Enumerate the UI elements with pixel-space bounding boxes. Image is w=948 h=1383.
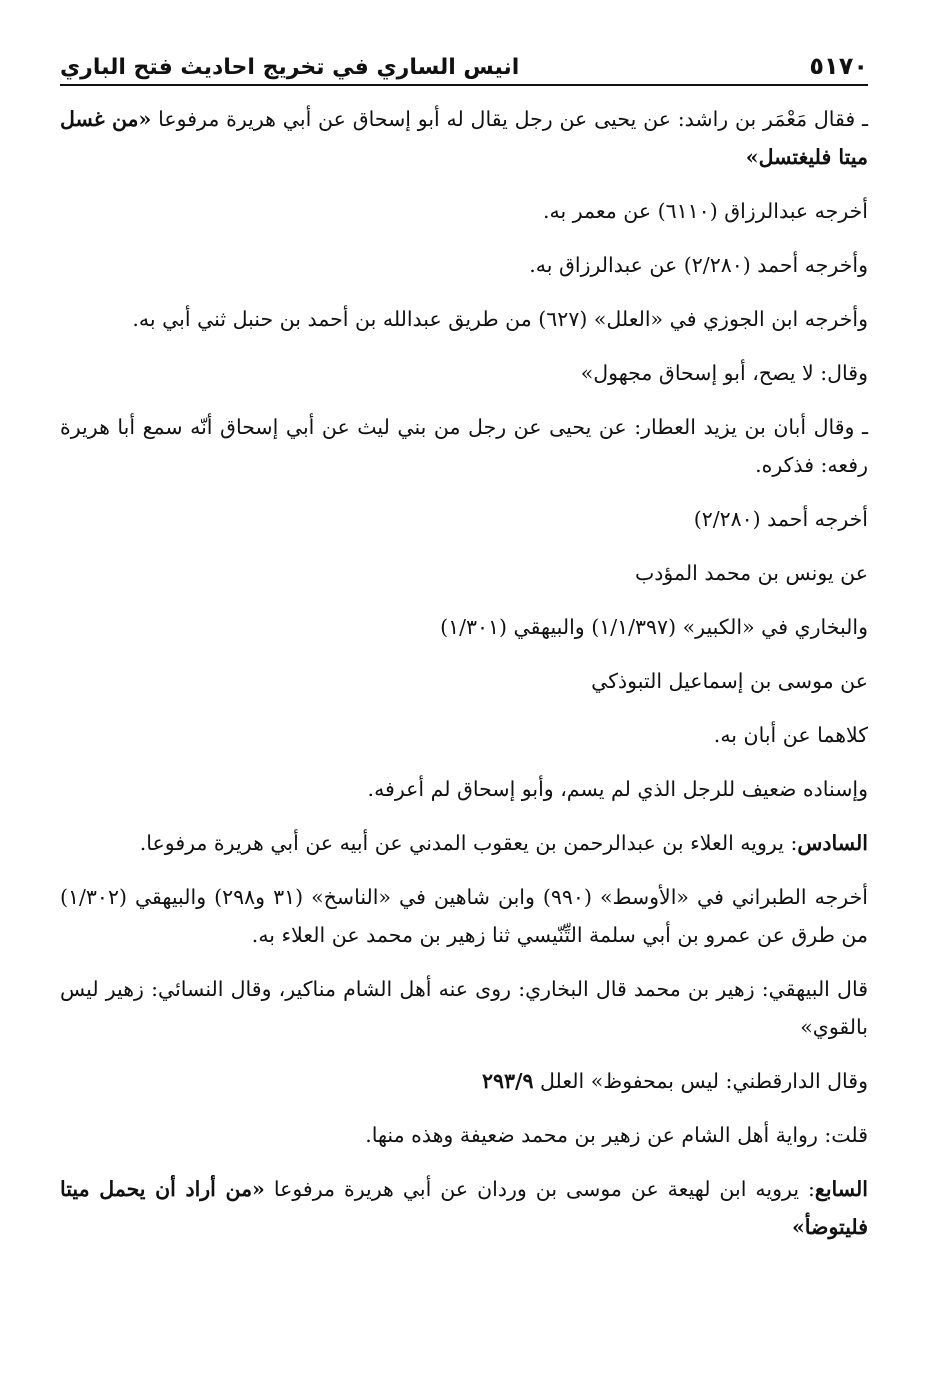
text-segment: عن يونس بن محمد المؤدب — [635, 561, 868, 585]
text-segment: : يرويه ابن لهيعة عن موسى بن وردان عن أبي هريرة مرفوعا — [264, 1177, 815, 1201]
text-segment: ـ فقال مَعْمَر بن راشد: عن يحيى عن رجل يقال له أبو إسحاق عن أبي هريرة مرفوعا — [151, 107, 868, 131]
text-segment: أخرجه أحمد (٢/٢٨٠) — [693, 507, 868, 531]
bold-text-segment: السابع — [814, 1177, 868, 1201]
bold-text-segment: السادس — [797, 831, 868, 855]
text-segment: والبخاري في «الكبير» (١/١/٣٩٧) والبيهقي (١/٣٠١) — [440, 615, 868, 639]
paragraph — [60, 100, 868, 176]
paragraph — [60, 554, 868, 592]
text-segment: وأخرجه أحمد (٢/٢٨٠) عن عبدالرزاق به. — [529, 253, 868, 277]
text-segment: كلاهما عن أبان به. — [713, 723, 868, 747]
bold-text-segment: ٢٩٣/٩ — [481, 1069, 534, 1093]
text-segment: وقال: لا يصح، أبو إسحاق مجهول» — [580, 361, 868, 385]
paragraph — [60, 192, 868, 230]
paragraph — [60, 770, 868, 808]
text-segment: ـ وقال أبان بن يزيد العطار: عن يحيى عن رجل من بني ليث عن أبي إسحاق أنّه سمع أبا هريرة رفعه: فذكره. — [60, 415, 868, 477]
bold-text-segment: «من غسل ميتا فليغتسل» — [60, 107, 868, 169]
paragraph — [60, 1170, 868, 1246]
page-number: ٥١٧٠ — [809, 52, 868, 80]
text-segment: وأخرجه ابن الجوزي في «العلل» (٦٢٧) من طريق عبدالله بن أحمد بن حنبل ثني أبي به. — [132, 307, 868, 331]
text-segment: قلت: رواية أهل الشام عن زهير بن محمد ضعيفة وهذه منها. — [365, 1123, 868, 1147]
page-body — [60, 100, 868, 1246]
text-segment: وقال الدارقطني: ليس بمحفوظ» العلل — [533, 1069, 868, 1093]
text-segment: وإسناده ضعيف للرجل الذي لم يسم، وأبو إسحاق لم أعرفه. — [367, 777, 868, 801]
text-segment: أخرجه الطبراني في «الأوسط» (٩٩٠) وابن شاهين في «الناسخ» (٣١ و٢٩٨) والبيهقي (١/٣٠٢) من طرق عن عمرو بن أبي سلمة التِّنّيسي ثنا زهير بن محمد عن العلاء به. — [60, 885, 868, 947]
paragraph — [60, 354, 868, 392]
text-segment: أخرجه عبدالرزاق (٦١١٠) عن معمر به. — [543, 199, 868, 223]
paragraph — [60, 662, 868, 700]
book-page — [60, 40, 868, 1262]
paragraph — [60, 970, 868, 1046]
paragraph — [60, 246, 868, 284]
paragraph — [60, 500, 868, 538]
text-segment: قال البيهقي: زهير بن محمد قال البخاري: روى عنه أهل الشام مناكير، وقال النسائي: زهير ليس بالقوي» — [60, 977, 868, 1039]
paragraph — [60, 300, 868, 338]
page-header — [60, 40, 868, 80]
paragraph — [60, 408, 868, 484]
paragraph — [60, 608, 868, 646]
text-segment: عن موسى بن إسماعيل التبوذكي — [591, 669, 868, 693]
paragraph — [60, 824, 868, 862]
text-segment: : يرويه العلاء بن عبدالرحمن بن يعقوب المدني عن أبيه عن أبي هريرة مرفوعا. — [139, 831, 798, 855]
paragraph — [60, 878, 868, 954]
paragraph — [60, 1062, 868, 1100]
header-rule — [60, 84, 868, 86]
book-title: انيس الساري في تخريج احاديث فتح الباري — [60, 55, 520, 80]
paragraph — [60, 716, 868, 754]
paragraph — [60, 1116, 868, 1154]
bold-text-segment: «من أراد أن يحمل ميتا فليتوضأ» — [60, 1177, 868, 1239]
